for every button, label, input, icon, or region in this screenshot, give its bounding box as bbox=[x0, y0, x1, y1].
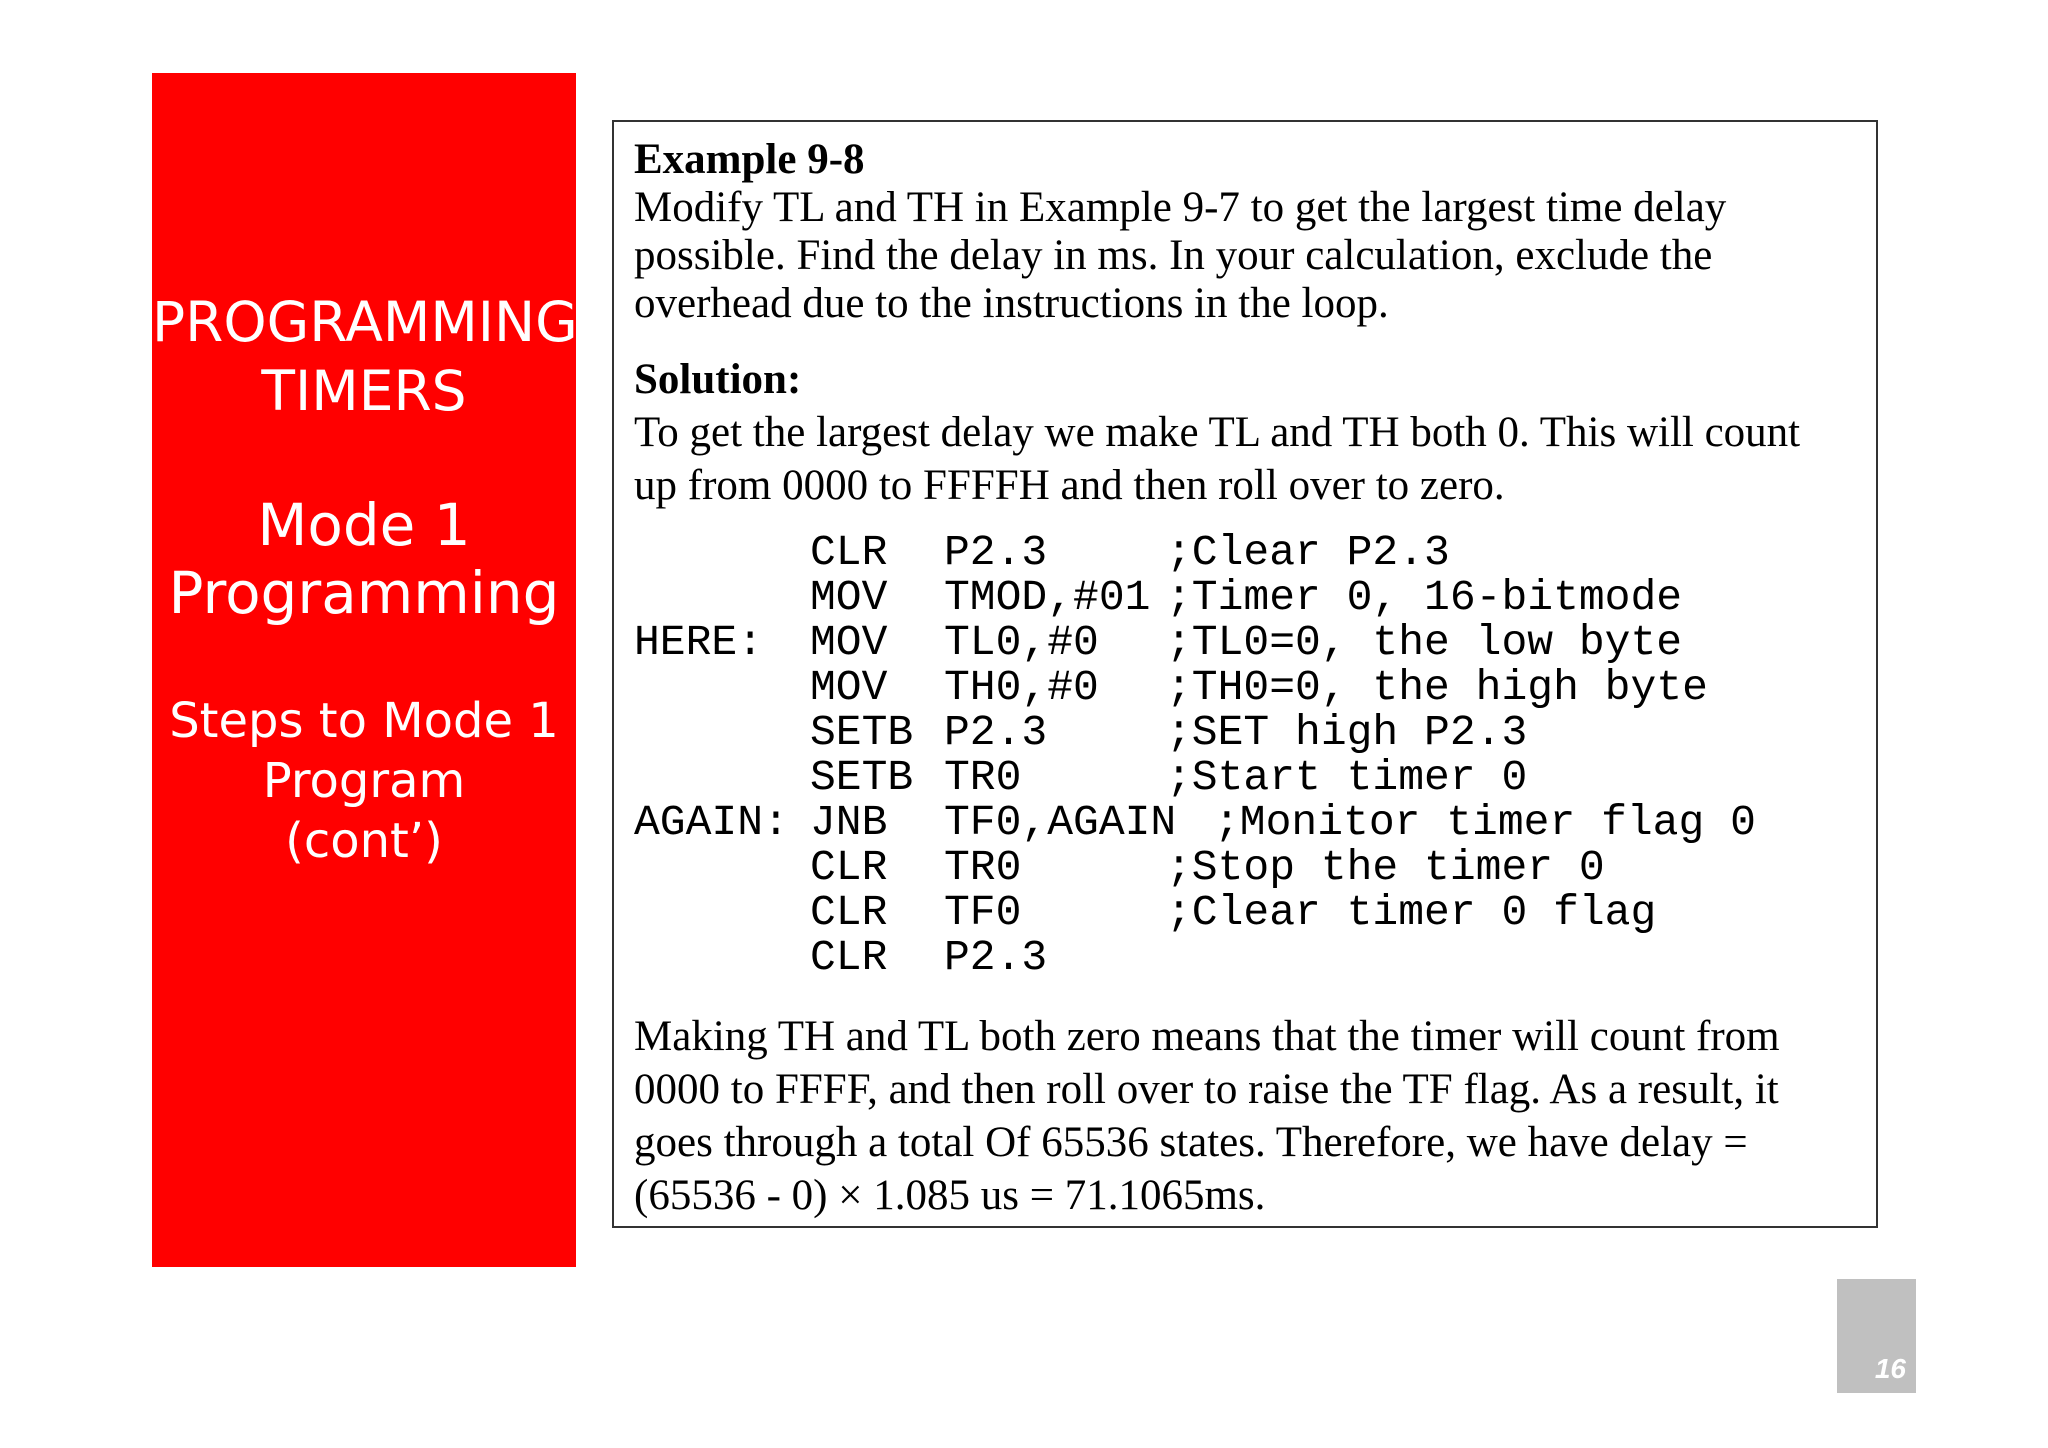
section-title-line: TIMERS bbox=[261, 359, 467, 423]
section-steps-line: Program bbox=[262, 753, 466, 809]
code-line bbox=[634, 845, 1756, 890]
code-comment: ;Timer 0, 16-bitmode bbox=[1166, 573, 1683, 622]
code-line bbox=[634, 620, 1756, 665]
code-op: CLR bbox=[810, 888, 888, 937]
code-line bbox=[634, 890, 1756, 935]
code-label: AGAIN: bbox=[634, 798, 789, 847]
section-sidebar bbox=[152, 73, 576, 1267]
code-comment: ;Start timer 0 bbox=[1166, 753, 1528, 802]
code-line bbox=[634, 530, 1756, 575]
question-line: possible. Find the delay in ms. In your calculation, exclude the bbox=[634, 232, 1713, 279]
page-number: 16 bbox=[1874, 1353, 1906, 1384]
code-op: JNB bbox=[810, 798, 888, 847]
assembly-code-block bbox=[634, 530, 1756, 980]
code-line bbox=[634, 665, 1756, 710]
solution-intro bbox=[634, 406, 1800, 512]
code-op: MOV bbox=[810, 663, 888, 712]
section-title-line: PROGRAMMING bbox=[152, 290, 578, 354]
code-op: MOV bbox=[810, 618, 888, 667]
code-line bbox=[634, 755, 1756, 800]
code-args: P2.3 bbox=[944, 933, 1048, 982]
solution-intro-line: To get the largest delay we make TL and TH both 0. This will count bbox=[634, 409, 1801, 456]
page-number-badge bbox=[1837, 1279, 1916, 1393]
section-subtitle-line: Programming bbox=[168, 559, 560, 627]
code-line bbox=[634, 575, 1756, 620]
section-subtitle-line: Mode 1 bbox=[257, 491, 471, 559]
example-box bbox=[612, 120, 1878, 1228]
solution-intro-line: up from 0000 to FFFFH and then roll over to zero. bbox=[634, 462, 1505, 509]
section-subtitle bbox=[152, 491, 576, 627]
code-args: TH0,#0 bbox=[944, 663, 1099, 712]
code-args: P2.3 bbox=[944, 528, 1048, 577]
code-args: TL0,#0 bbox=[944, 618, 1099, 667]
code-line bbox=[634, 710, 1756, 755]
code-args: P2.3 bbox=[944, 708, 1048, 757]
code-comment: ;Monitor timer flag 0 bbox=[1214, 798, 1756, 847]
code-comment: ;Stop the timer 0 bbox=[1166, 843, 1605, 892]
code-args: TF0 bbox=[944, 888, 1022, 937]
code-line bbox=[634, 800, 1756, 845]
code-comment: ;TH0=0, the high byte bbox=[1166, 663, 1708, 712]
code-op: CLR bbox=[810, 843, 888, 892]
code-comment: ;TL0=0, the low byte bbox=[1166, 618, 1683, 667]
question-line: overhead due to the instructions in the loop. bbox=[634, 280, 1389, 327]
code-args: TR0 bbox=[944, 843, 1022, 892]
code-line bbox=[634, 935, 1756, 980]
code-label: HERE: bbox=[634, 618, 764, 667]
conclusion-line: (65536 - 0) × 1.085 us = 71.1065ms. bbox=[634, 1172, 1266, 1219]
solution-heading: Solution: bbox=[634, 356, 802, 403]
conclusion-line: goes through a total Of 65536 states. Therefore, we have delay = bbox=[634, 1119, 1748, 1166]
code-op: SETB bbox=[810, 753, 914, 802]
section-title bbox=[152, 288, 576, 426]
code-args: TMOD,#01 bbox=[944, 573, 1151, 622]
question-line: Modify TL and TH in Example 9-7 to get the largest time delay bbox=[634, 184, 1727, 231]
code-comment: ;SET high P2.3 bbox=[1166, 708, 1528, 757]
example-question bbox=[634, 184, 1854, 328]
code-args: TR0 bbox=[944, 753, 1022, 802]
code-args: TF0,AGAIN bbox=[944, 798, 1177, 847]
section-steps bbox=[152, 691, 576, 871]
code-comment: ;Clear timer 0 flag bbox=[1166, 888, 1657, 937]
conclusion-line: Making TH and TL both zero means that the timer will count from bbox=[634, 1013, 1780, 1060]
code-op: CLR bbox=[810, 528, 888, 577]
section-steps-line: Steps to Mode 1 bbox=[169, 693, 559, 749]
code-op: CLR bbox=[810, 933, 888, 982]
code-comment: ;Clear P2.3 bbox=[1166, 528, 1450, 577]
conclusion-line: 0000 to FFFF, and then roll over to raise the TF flag. As a result, it bbox=[634, 1066, 1779, 1113]
solution-conclusion bbox=[634, 1010, 1780, 1222]
code-op: MOV bbox=[810, 573, 888, 622]
code-op: SETB bbox=[810, 708, 914, 757]
example-heading: Example 9-8 bbox=[634, 136, 865, 183]
section-steps-line: (cont’) bbox=[285, 813, 443, 869]
